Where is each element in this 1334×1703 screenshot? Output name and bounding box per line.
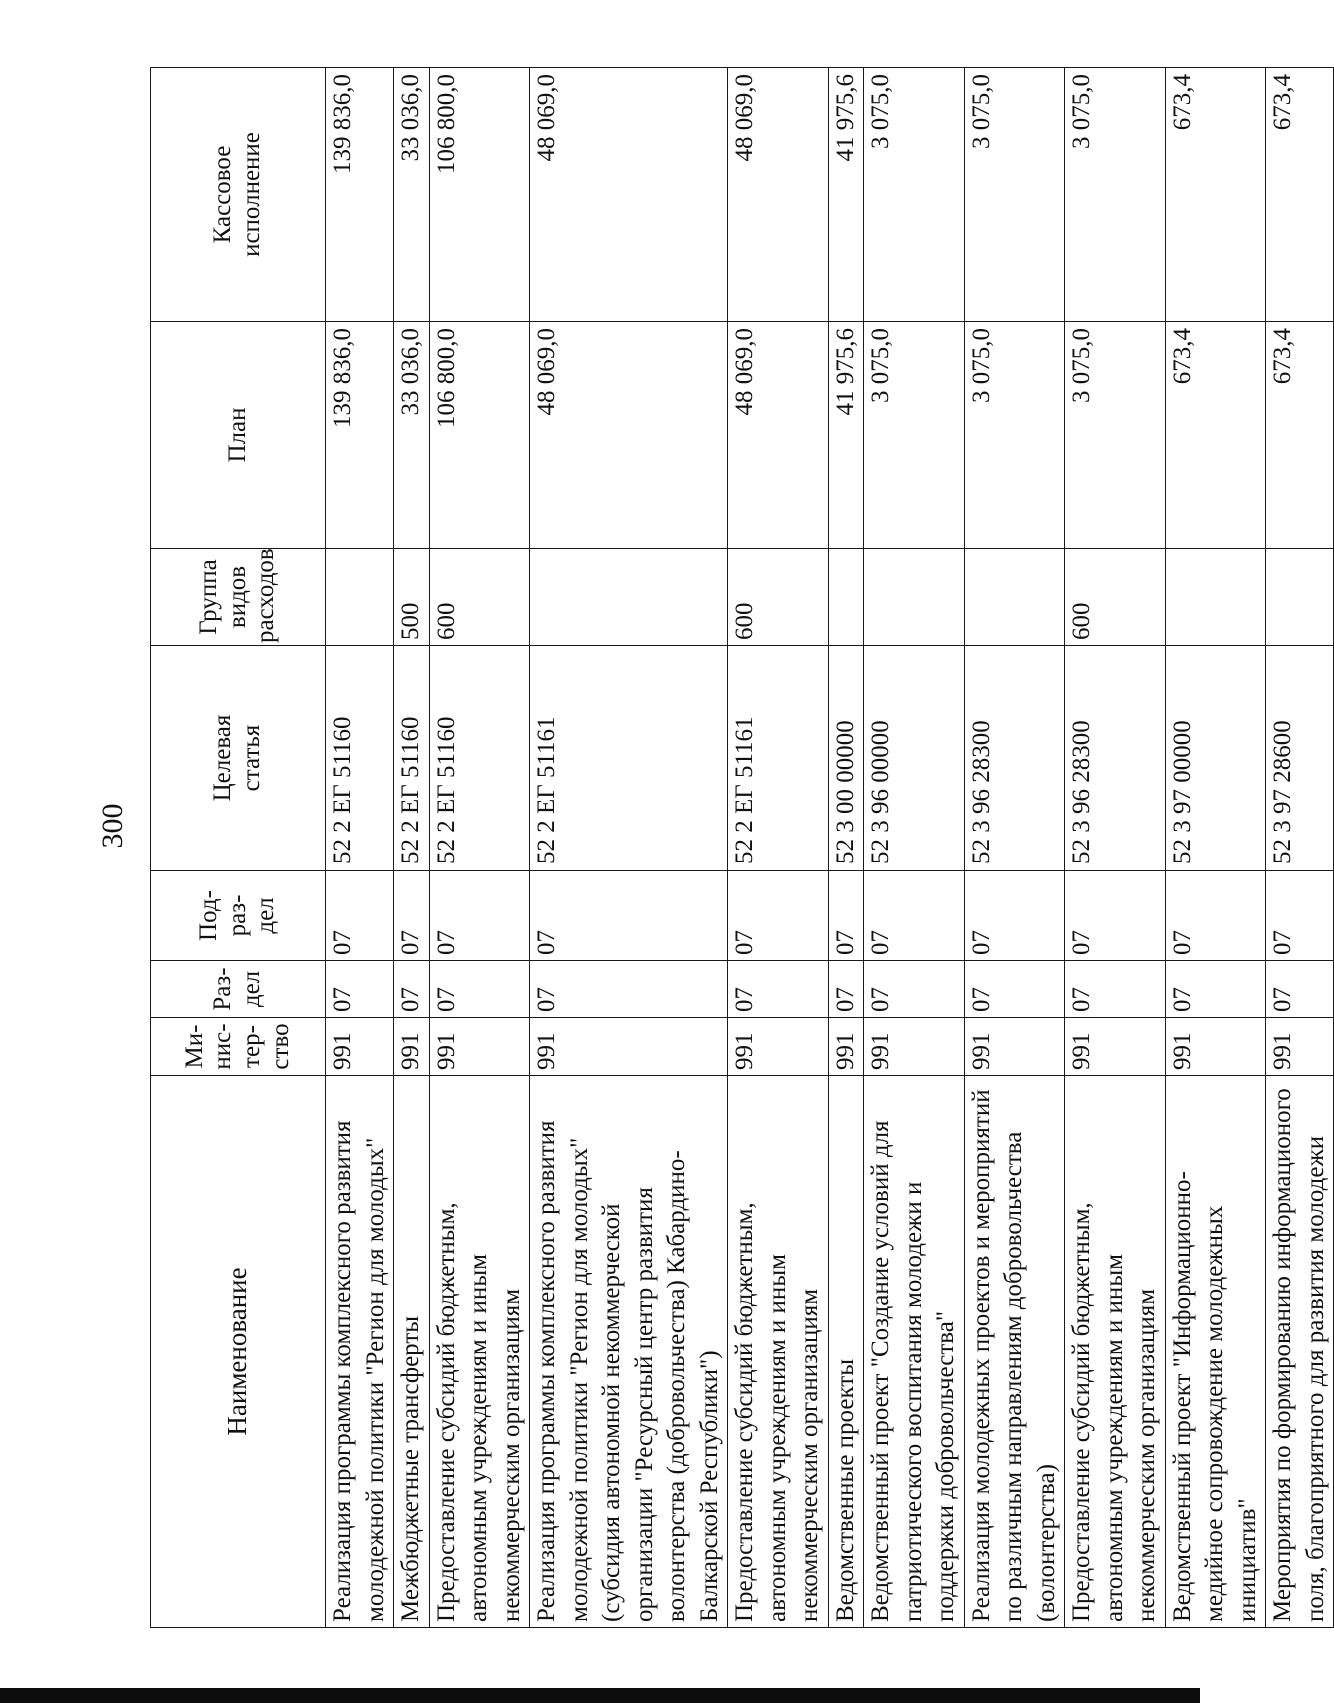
row-name: Предоставление субсидий бюджетным, автономным учреждениям и иным некоммерческим организациям — [429, 1076, 530, 1628]
row-section: 07 — [429, 961, 530, 1018]
row-group: 600 — [429, 549, 530, 646]
row-plan: 3 075,0 — [964, 322, 1065, 549]
row-plan: 3 075,0 — [1065, 322, 1166, 549]
header-subsection — [151, 871, 326, 961]
row-ministry: 991 — [429, 1018, 530, 1076]
row-ministry: 991 — [1065, 1018, 1166, 1076]
row-ministry: 991 — [964, 1018, 1065, 1076]
row-name: Предоставление субсидий бюджетным, автономным учреждениям и иным некоммерческим организациям — [728, 1076, 829, 1628]
header-section — [151, 961, 326, 1018]
row-name: Мероприятия по формированию информационого поля, благоприятного для развития молодежи — [1266, 1076, 1334, 1628]
row-cash: 41 975,6 — [828, 68, 864, 322]
row-target: 52 3 97 28600 — [1266, 646, 1334, 871]
row-ministry: 991 — [394, 1018, 430, 1076]
row-target: 52 3 97 00000 — [1165, 646, 1266, 871]
row-ministry: 991 — [530, 1018, 728, 1076]
row-section: 07 — [1266, 961, 1334, 1018]
row-cash: 106 800,0 — [429, 68, 530, 322]
row-ministry: 991 — [828, 1018, 864, 1076]
row-group — [864, 549, 965, 646]
row-name: Межбюджетные трансферты — [394, 1076, 430, 1628]
row-target: 52 2 ЕГ 51160 — [429, 646, 530, 871]
row-section: 07 — [1165, 961, 1266, 1018]
row-cash: 3 075,0 — [964, 68, 1065, 322]
row-name: Реализация молодежных проектов и мероприятий по различным направлениям добровольчества (волонтерства) — [964, 1076, 1065, 1628]
row-ministry: 991 — [1165, 1018, 1266, 1076]
row-plan: 673,4 — [1165, 322, 1266, 549]
row-group — [1165, 549, 1266, 646]
table-row — [728, 68, 829, 1628]
row-cash: 3 075,0 — [864, 68, 965, 322]
row-subsection: 07 — [530, 871, 728, 961]
row-group: 600 — [728, 549, 829, 646]
row-plan: 3 075,0 — [864, 322, 965, 549]
row-cash: 3 075,0 — [1065, 68, 1166, 322]
table-row — [1165, 68, 1266, 1628]
header-cash — [151, 68, 326, 322]
row-section: 07 — [964, 961, 1065, 1018]
row-target: 52 3 96 28300 — [1065, 646, 1166, 871]
row-subsection: 07 — [429, 871, 530, 961]
row-section: 07 — [530, 961, 728, 1018]
row-subsection: 07 — [964, 871, 1065, 961]
row-target: 52 2 ЕГ 51160 — [394, 646, 430, 871]
row-name: Ведомственный проект "Создание условий для патриотического воспитания молодежи и поддержки добровольчества" — [864, 1076, 965, 1628]
row-group — [1266, 549, 1334, 646]
row-target: 52 3 96 00000 — [864, 646, 965, 871]
row-ministry: 991 — [728, 1018, 829, 1076]
scan-edge-bar — [0, 1688, 1200, 1703]
row-group: 500 — [394, 549, 430, 646]
row-target: 52 2 ЕГ 51160 — [326, 646, 394, 871]
row-group — [326, 549, 394, 646]
header-row — [151, 68, 326, 1628]
table-row — [864, 68, 965, 1628]
row-name: Предоставление субсидий бюджетным, автономным учреждениям и иным некоммерческим организациям — [1065, 1076, 1166, 1628]
row-name: Ведомственные проекты — [828, 1076, 864, 1628]
row-group — [828, 549, 864, 646]
header-name: Наименование — [151, 1076, 326, 1628]
row-subsection: 07 — [1165, 871, 1266, 961]
table-row — [964, 68, 1065, 1628]
row-subsection: 07 — [326, 871, 394, 961]
header-target-text: Целевая статья — [209, 714, 265, 802]
header-cash-text: Кассовое исполнение — [209, 132, 265, 257]
header-group — [151, 549, 326, 646]
table-row — [530, 68, 728, 1628]
row-plan: 41 975,6 — [828, 322, 864, 549]
row-subsection: 07 — [828, 871, 864, 961]
table-row — [828, 68, 864, 1628]
row-section: 07 — [394, 961, 430, 1018]
row-cash: 139 836,0 — [326, 68, 394, 322]
row-subsection: 07 — [728, 871, 829, 961]
row-ministry: 991 — [326, 1018, 394, 1076]
row-section: 07 — [1065, 961, 1166, 1018]
row-group — [964, 549, 1065, 646]
row-cash: 673,4 — [1165, 68, 1266, 322]
row-group: 600 — [1065, 549, 1166, 646]
header-subsection-text: Под- раз- дел — [194, 890, 280, 941]
header-plan: План — [151, 322, 326, 549]
header-ministry-text: Ми- нис- тер- ство — [180, 1023, 294, 1070]
row-cash: 48 069,0 — [728, 68, 829, 322]
row-cash: 48 069,0 — [530, 68, 728, 322]
header-group-text: Группа видов расходов — [194, 548, 280, 643]
table-row — [429, 68, 530, 1628]
row-target: 52 2 ЕГ 51161 — [728, 646, 829, 871]
row-section: 07 — [864, 961, 965, 1018]
row-name: Реализация программы комплексного развития молодежной политики "Регион для молодых" — [326, 1076, 394, 1628]
row-subsection: 07 — [1266, 871, 1334, 961]
row-subsection: 07 — [1065, 871, 1166, 961]
row-section: 07 — [828, 961, 864, 1018]
row-ministry: 991 — [1266, 1018, 1334, 1076]
row-subsection: 07 — [394, 871, 430, 961]
row-target: 52 2 ЕГ 51161 — [530, 646, 728, 871]
row-ministry: 991 — [864, 1018, 965, 1076]
page-number: 300 — [96, 803, 129, 849]
row-cash: 673,4 — [1266, 68, 1334, 322]
header-target — [151, 646, 326, 871]
header-ministry — [151, 1018, 326, 1076]
row-name: Ведомственный проект "Информационно-медийное сопровождение молодежных инициатив" — [1165, 1076, 1266, 1628]
row-plan: 139 836,0 — [326, 322, 394, 549]
row-section: 07 — [728, 961, 829, 1018]
row-target: 52 3 00 00000 — [828, 646, 864, 871]
row-plan: 106 800,0 — [429, 322, 530, 549]
row-plan: 48 069,0 — [728, 322, 829, 549]
table-row — [326, 68, 394, 1628]
row-name: Реализация программы комплексного развития молодежной политики "Регион для молодых" (субсидия автономной некоммерческой организации "Ресурсный центр развития волонтерства (добровольчества) Кабардино-Балкарской Республики") — [530, 1076, 728, 1628]
row-plan: 33 036,0 — [394, 322, 430, 549]
row-section: 07 — [326, 961, 394, 1018]
row-plan: 673,4 — [1266, 322, 1334, 549]
row-cash: 33 036,0 — [394, 68, 430, 322]
document-table-container — [150, 68, 1329, 1628]
table-row — [1065, 68, 1166, 1628]
row-plan: 48 069,0 — [530, 322, 728, 549]
table-body — [326, 68, 1334, 1628]
row-target: 52 3 96 28300 — [964, 646, 1065, 871]
row-group — [530, 549, 728, 646]
header-section-text: Раз- дел — [209, 967, 265, 1011]
table-row — [1266, 68, 1334, 1628]
budget-execution-table — [150, 67, 1334, 1628]
table-row — [394, 68, 430, 1628]
row-subsection: 07 — [864, 871, 965, 961]
